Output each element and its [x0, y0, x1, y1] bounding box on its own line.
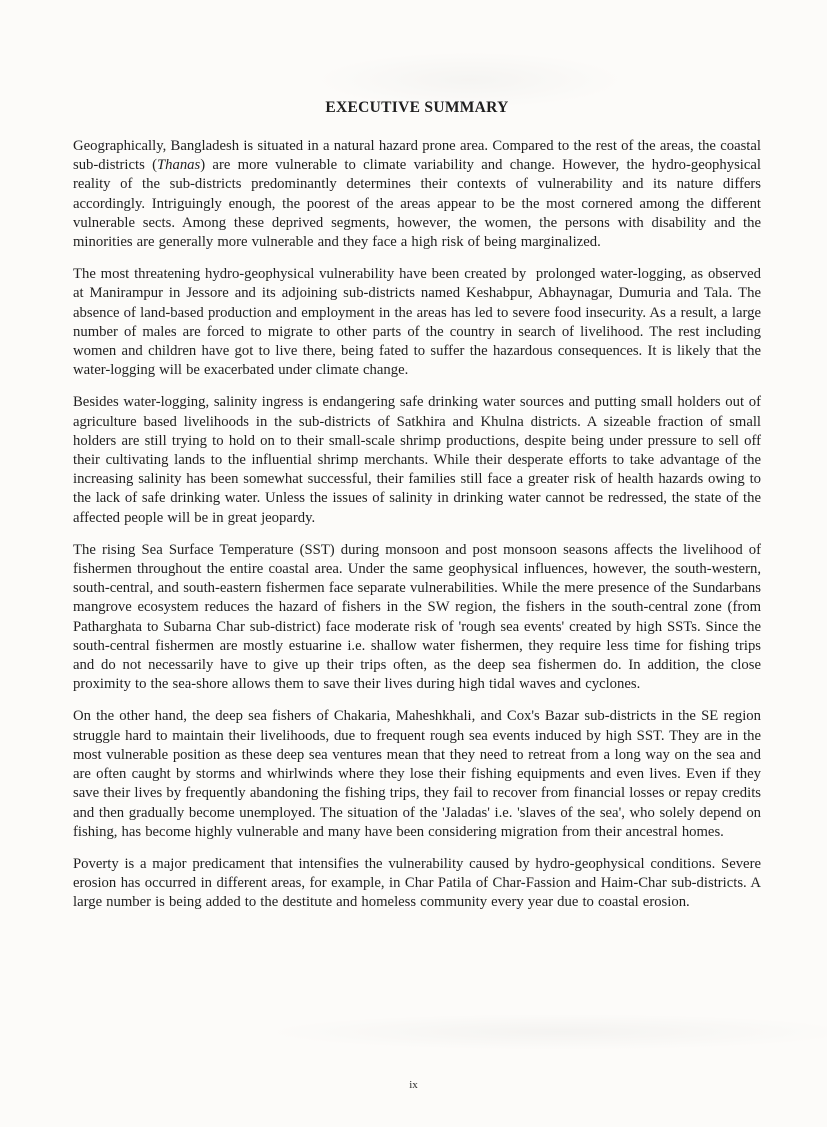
text-run: ) are more vulnerable to climate variability and change. However, the hydro-geophysical reality of the sub-districts predominantly determines their contexts of vulnerability and its nature differs accordingly. Intriguingly enough, the poorest of the areas appear to be the most cornered among the different vulnerable sects. Among these deprived segments, however, the women, the persons with disability and the minorities are generally more vulnerable and they face a high risk of being marginalized.	[73, 157, 762, 251]
document-body	[73, 137, 761, 913]
page-title: EXECUTIVE SUMMARY	[325, 99, 509, 116]
paragraph-4	[73, 541, 761, 695]
text-run: Besides water-logging, salinity ingress is endangering safe drinking water sources and putting small holders out of agriculture based livelihoods in the sub-districts of Satkhira and Khulna districts. A sizeable fraction of small holders are still trying to hold on to their small-scale shrimp productions, despite being under pressure to sell off their cultivating lands to the influential shrimp merchants. While their desperate efforts to take advantage of the increasing salinity has been somewhat successful, their families still face a greater risk of health hazards owing to the lack of safe drinking water. Unless the issues of salinity in drinking water cannot be redressed, the state of the affected people will be in great jeopardy.	[73, 394, 761, 526]
text-run: The rising Sea Surface Temperature (SST) during monsoon and post monsoon seasons affects the livelihood of fishermen throughout the entire coastal area. Under the same geophysical influences, however, the south-western, south-central, and south-eastern fishermen face separate vulnerabilities. While the mere presence of the Sundarbans mangrove ecosystem reduces the hazard of fishers in the SW region, the fishers in the south-central zone (from Patharghata to Subarna Char sub-district) face moderate risk of 'rough sea events' created by high SSTs. Since the south-central fishermen are mostly estuarine i.e. shallow water fishermen, they require less time for fishing trips and do not necessarily have to give up their trips often, as the deep sea fishermen do. In addition, the close proximity to the sea-shore allows them to save their lives during high tidal waves and cyclones.	[73, 541, 761, 693]
paragraph-2	[73, 265, 761, 380]
paragraph-3	[73, 393, 761, 527]
text-run: Geographically, Bangladesh is situated in a natural hazard prone area. Compared to the rest of the areas, the coastal sub-districts (	[73, 138, 761, 174]
text-run: The most threatening hydro-geophysical vulnerability have been created by prolonged water-logging, as observed at Manirampur in Jessore and its adjoining sub-districts named Keshabpur, Abhaynagar, Dumuria and Tala. The absence of land-based production and employment in the areas has led to severe food insecurity. As a result, a large number of males are forced to migrate to other parts of the country in search of livelihood. The rest including women and children have got to live there, being fated to suffer the hazardous consequences. It is likely that the water-logging will be exacerbated under climate change.	[73, 266, 761, 379]
text-run: On the other hand, the deep sea fishers of Chakaria, Maheshkhali, and Cox's Bazar sub-districts in the SE region struggle hard to maintain their livelihoods, due to frequent rough sea events induced by high SST. They are in the most vulnerable position as these deep sea ventures mean that they need to retreat from a long way on the sea and are often caught by storms and whirlwinds where they lose their fishing equipments and even lives. Even if they save their lives by frequently abandoning the fishing trips, they fail to recover from financial losses or repay credits and then gradually become unemployed. The situation of the 'Jaladas' i.e. 'slaves of the sea', who solely depend on fishing, has become highly vulnerable and many have been considering migration from their ancestral homes.	[73, 708, 761, 840]
page-number: ix	[409, 1079, 418, 1091]
paragraph-5	[73, 707, 761, 841]
italic-text-run: Thanas	[156, 157, 201, 174]
text-block	[73, 99, 761, 913]
paragraph-6	[73, 855, 761, 913]
paragraph-1	[73, 137, 761, 252]
text-run: Poverty is a major predicament that intensifies the vulnerability caused by hydro-geophysical conditions. Severe erosion has occurred in different areas, for example, in Char Patila of Char-Fassion and Haim-Char sub-districts. A large number is being added to the destitute and homeless community every year due to coastal erosion.	[73, 855, 761, 911]
